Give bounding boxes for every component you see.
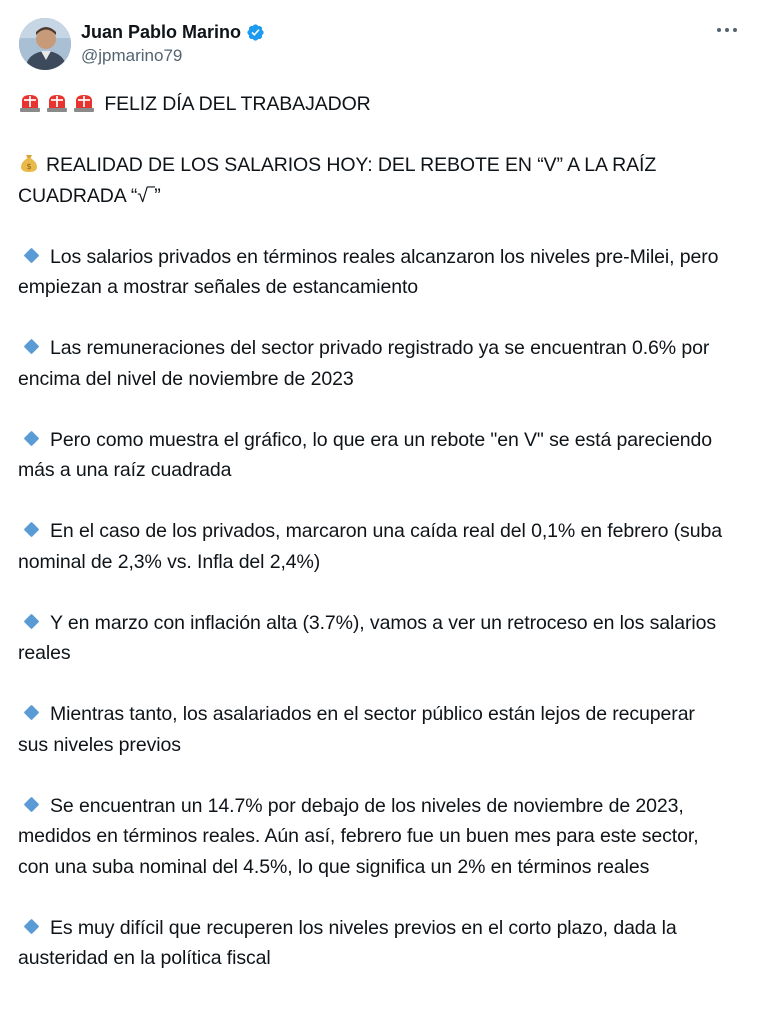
bullet-point bbox=[18, 425, 730, 486]
small-blue-diamond-icon bbox=[24, 796, 40, 812]
post-header bbox=[19, 18, 745, 74]
svg-text:$: $ bbox=[26, 162, 32, 171]
bullet-text: En el caso de los privados, marcaron una caída real del 0,1% en febrero (suba nominal de 2,3% vs. Infla del 2,4%) bbox=[18, 520, 722, 573]
author-handle[interactable]: @jpmarino79 bbox=[81, 46, 183, 65]
small-blue-diamond-icon bbox=[24, 918, 40, 934]
bullet-point bbox=[18, 608, 730, 669]
bullet-text: Es muy difícil que recuperen los niveles previos en el corto plazo, dada la austeridad en la política fiscal bbox=[18, 916, 677, 969]
more-options-icon[interactable] bbox=[713, 18, 741, 42]
police-car-light-icon bbox=[18, 92, 42, 112]
bullet-text: Los salarios privados en términos reales alcanzaron los niveles pre-Milei, pero empiezan a mostrar señales de estancamiento bbox=[18, 245, 719, 298]
author-names bbox=[81, 20, 265, 66]
bullet-text: Y en marzo con inflación alta (3.7%), vamos a ver un retroceso en los salarios reales bbox=[18, 611, 716, 664]
bullet-point bbox=[18, 516, 730, 577]
bullet-point bbox=[18, 333, 730, 394]
post-title-line bbox=[18, 89, 730, 120]
avatar[interactable] bbox=[19, 18, 71, 70]
small-blue-diamond-icon bbox=[24, 247, 40, 263]
small-blue-diamond-icon bbox=[24, 430, 40, 446]
small-blue-diamond-icon bbox=[24, 613, 40, 629]
money-bag-icon bbox=[18, 152, 40, 174]
bullet-point bbox=[18, 913, 730, 974]
bullet-text: Se encuentran un 14.7% por debajo de los niveles de noviembre de 2023, medidos en términos reales. Aún así, febrero fue un buen mes para este sector, con una suba nominal del 4.5%, lo que significa un 2% en términos reales bbox=[18, 794, 699, 878]
post-title: FELIZ DÍA DEL TRABAJADOR bbox=[104, 93, 371, 115]
bullet-text: Pero como muestra el gráfico, lo que era un rebote "en V" se está pareciendo más a una raíz cuadrada bbox=[18, 428, 713, 481]
verified-badge-icon bbox=[246, 23, 265, 42]
police-car-light-icon bbox=[72, 92, 96, 112]
post-subtitle: REALIDAD DE LOS SALARIOS HOY: DEL REBOTE EN “V” A LA RAÍZ CUADRADA “√‾” bbox=[18, 154, 657, 207]
small-blue-diamond-icon bbox=[24, 522, 40, 538]
small-blue-diamond-icon bbox=[24, 339, 40, 355]
author-display-name[interactable]: Juan Pablo Marino bbox=[81, 21, 242, 42]
post-text bbox=[18, 89, 730, 974]
small-blue-diamond-icon bbox=[24, 705, 40, 721]
police-car-light-icon bbox=[45, 92, 69, 112]
post-subtitle-line bbox=[18, 150, 730, 211]
bullet-text: Mientras tanto, los asalariados en el sector público están lejos de recuperar sus niveles previos bbox=[18, 703, 695, 756]
bullet-point bbox=[18, 242, 730, 303]
bullet-point bbox=[18, 791, 730, 883]
bullet-text: Las remuneraciones del sector privado registrado ya se encuentran 0.6% por encima del nivel de noviembre de 2023 bbox=[18, 337, 710, 390]
bullet-point bbox=[18, 699, 730, 760]
